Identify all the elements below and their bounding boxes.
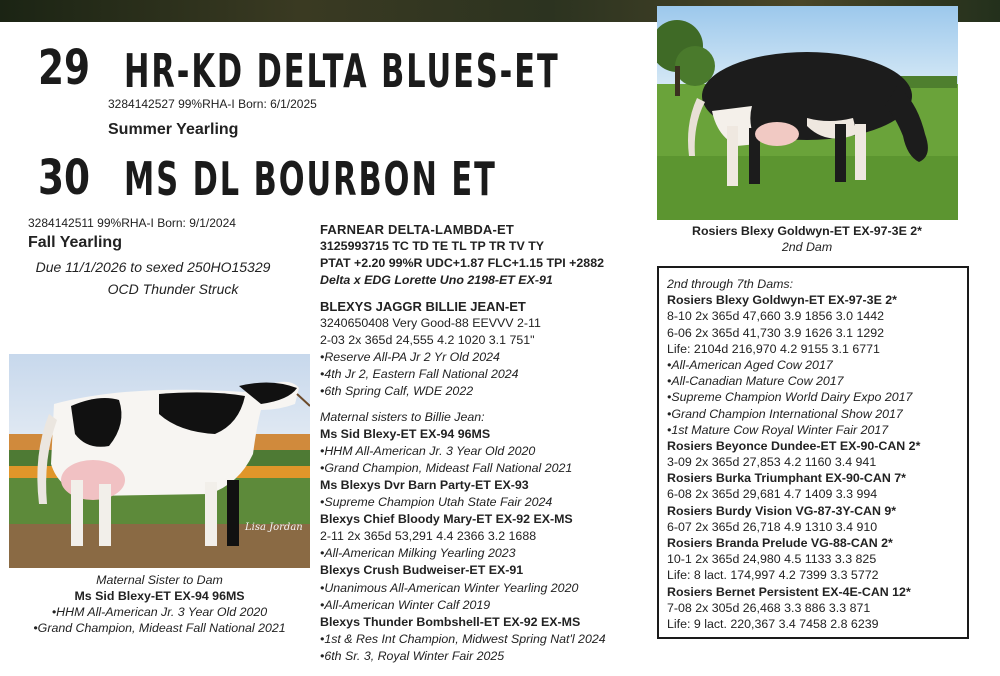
second-dam-caption-sub: 2nd Dam [781, 240, 833, 254]
lot-30-number: 30 [38, 150, 91, 206]
lot-29-number: 29 [38, 40, 91, 96]
dam-column [320, 298, 606, 665]
dam-record: 3-09 2x 365d 27,853 4.2 1160 3.4 941 [667, 455, 877, 470]
photographer-signature: Lisa Jordan [245, 522, 303, 533]
maternal-sister-caption-line: •Grand Champion, Mideast Fall National 2021 [33, 621, 286, 635]
lot-29-name: HR-KD DELTA BLUES-ET [124, 44, 560, 98]
lot-30-due: Due 11/1/2026 to sexed 250HO15329 [35, 259, 271, 275]
sire-name: FARNEAR DELTA-LAMBDA-ET [320, 222, 515, 237]
sister-honor: •6th Sr. 3, Royal Winter Fair 2025 [320, 648, 505, 663]
sister-name: Ms Sid Blexy-ET EX-94 96MS [320, 426, 491, 441]
second-dam-photo [657, 6, 958, 220]
sister-honor: •Grand Champion, Mideast Fall National 2021 [320, 460, 573, 475]
sister-name: Blexys Chief Bloody Mary-ET EX-92 EX-MS [320, 512, 573, 527]
dam-record: 6-07 2x 365d 26,718 4.9 1310 3.4 910 [667, 519, 878, 534]
sister-name: Blexys Thunder Bombshell-ET EX-92 EX-MS [320, 614, 581, 629]
second-dam-photo-image [657, 6, 958, 220]
dam-name: Rosiers Bernet Persistent EX-4E-CAN 12* [667, 584, 911, 599]
sister-record: 2-11 2x 365d 53,291 4.4 2366 3.2 1688 [320, 529, 537, 544]
dam-honor: •All-American Aged Cow 2017 [667, 357, 833, 372]
maternal-sisters-heading: Maternal sisters to Billie Jean: [320, 409, 485, 424]
dam-honor: •Supreme Champion World Dairy Expo 2017 [667, 390, 913, 405]
dam-record: Life: 8 lact. 174,997 4.2 7399 3.3 5772 [667, 568, 879, 583]
maternal-sister-caption-label: Maternal Sister to Dam [96, 573, 223, 587]
dam-honor: •6th Spring Calf, WDE 2022 [320, 384, 474, 399]
sister-name: Blexys Crush Budweiser-ET EX-91 [320, 563, 524, 578]
sire-pedigree-line: Delta x EDG Lorette Uno 2198-ET EX-91 [320, 273, 553, 288]
dam-honor: •1st Mature Cow Royal Winter Fair 2017 [667, 422, 889, 437]
dam-name: Rosiers Burka Triumphant EX-90-CAN 7* [667, 471, 906, 486]
dam-honor: •Reserve All-PA Jr 2 Yr Old 2024 [320, 350, 500, 365]
dam-name: Rosiers Blexy Goldwyn-ET EX-97-3E 2* [667, 293, 897, 308]
dams-box-heading: 2nd through 7th Dams: [667, 277, 794, 291]
dam-record: 7-08 2x 305d 26,468 3.3 886 3.3 871 [667, 600, 871, 615]
dams-box-content [667, 276, 920, 632]
sister-honor: •HHM All-American Jr. 3 Year Old 2020 [320, 443, 536, 458]
second-dam-caption-name: Rosiers Blexy Goldwyn-ET EX-97-3E 2* [692, 224, 922, 238]
dam-honor: •All-Canadian Mature Cow 2017 [667, 374, 844, 389]
sister-honor: •All-American Winter Calf 2019 [320, 597, 491, 612]
dam-record: 6-06 2x 365d 41,730 3.9 1626 3.1 1292 [667, 325, 885, 340]
dam-honor: •4th Jr 2, Eastern Fall National 2024 [320, 367, 519, 382]
lot-30-class: Fall Yearling [28, 234, 122, 251]
sister-honor: •Supreme Champion Utah State Fair 2024 [320, 495, 553, 510]
dam-record: Life: 9 lact. 220,367 3.4 7458 2.8 6239 [667, 616, 879, 631]
dam-honor: •Grand Champion International Show 2017 [667, 406, 903, 421]
dam-name: BLEXYS JAGGR BILLIE JEAN-ET [320, 299, 526, 314]
lot-29-class: Summer Yearling [108, 121, 239, 138]
sister-honor: •Unanimous All-American Winter Yearling 2020 [320, 580, 579, 595]
maternal-sister-caption-line: •HHM All-American Jr. 3 Year Old 2020 [51, 605, 268, 619]
sister-name: Ms Blexys Dvr Barn Party-ET EX-93 [320, 477, 529, 492]
maternal-sister-photo-image [9, 354, 310, 568]
dam-record: 10-1 2x 365d 24,980 4.5 1133 3.3 825 [667, 552, 877, 567]
dam-name: Rosiers Beyonce Dundee-ET EX-90-CAN 2* [667, 438, 921, 453]
maternal-sister-caption-name: Ms Sid Blexy-ET EX-94 96MS [74, 589, 245, 603]
dam-classification: 3240650408 Very Good-88 EEVVV 2-11 [320, 316, 541, 331]
dam-record: 2-03 2x 365d 24,555 4.2 1020 3.1 751" [320, 333, 535, 348]
sire-block [320, 222, 604, 290]
dam-record: 8-10 2x 365d 47,660 3.9 1856 3.0 1442 [667, 309, 885, 324]
dam-record: 6-08 2x 365d 29,681 4.7 1409 3.3 994 [667, 487, 878, 502]
lot-29-registration: 3284142527 99%RHA-I Born: 6/1/2025 [108, 97, 317, 111]
lot-30-name: MS DL BOURBON ET [124, 152, 497, 206]
lot-30-service-sire: OCD Thunder Struck [107, 281, 239, 297]
sister-honor: •1st & Res Int Champion, Midwest Spring Nat'l 2024 [320, 631, 606, 646]
dam-name: Rosiers Burdy Vision VG-87-3Y-CAN 9* [667, 503, 897, 518]
maternal-sister-photo [9, 354, 310, 568]
dam-name: Rosiers Branda Prelude VG-88-CAN 2* [667, 536, 893, 550]
sire-proof-line: PTAT +2.20 99%R UDC+1.87 FLC+1.15 TPI +2882 [320, 256, 604, 271]
dam-record: Life: 2104d 216,970 4.2 9155 3.1 6771 [667, 341, 880, 356]
lot-30-registration: 3284142511 99%RHA-I Born: 9/1/2024 [28, 216, 236, 230]
sire-id-line: 3125993715 TC TD TE TL TP TR TV TY [320, 239, 545, 254]
sister-honor: •All-American Milking Yearling 2023 [320, 546, 516, 561]
